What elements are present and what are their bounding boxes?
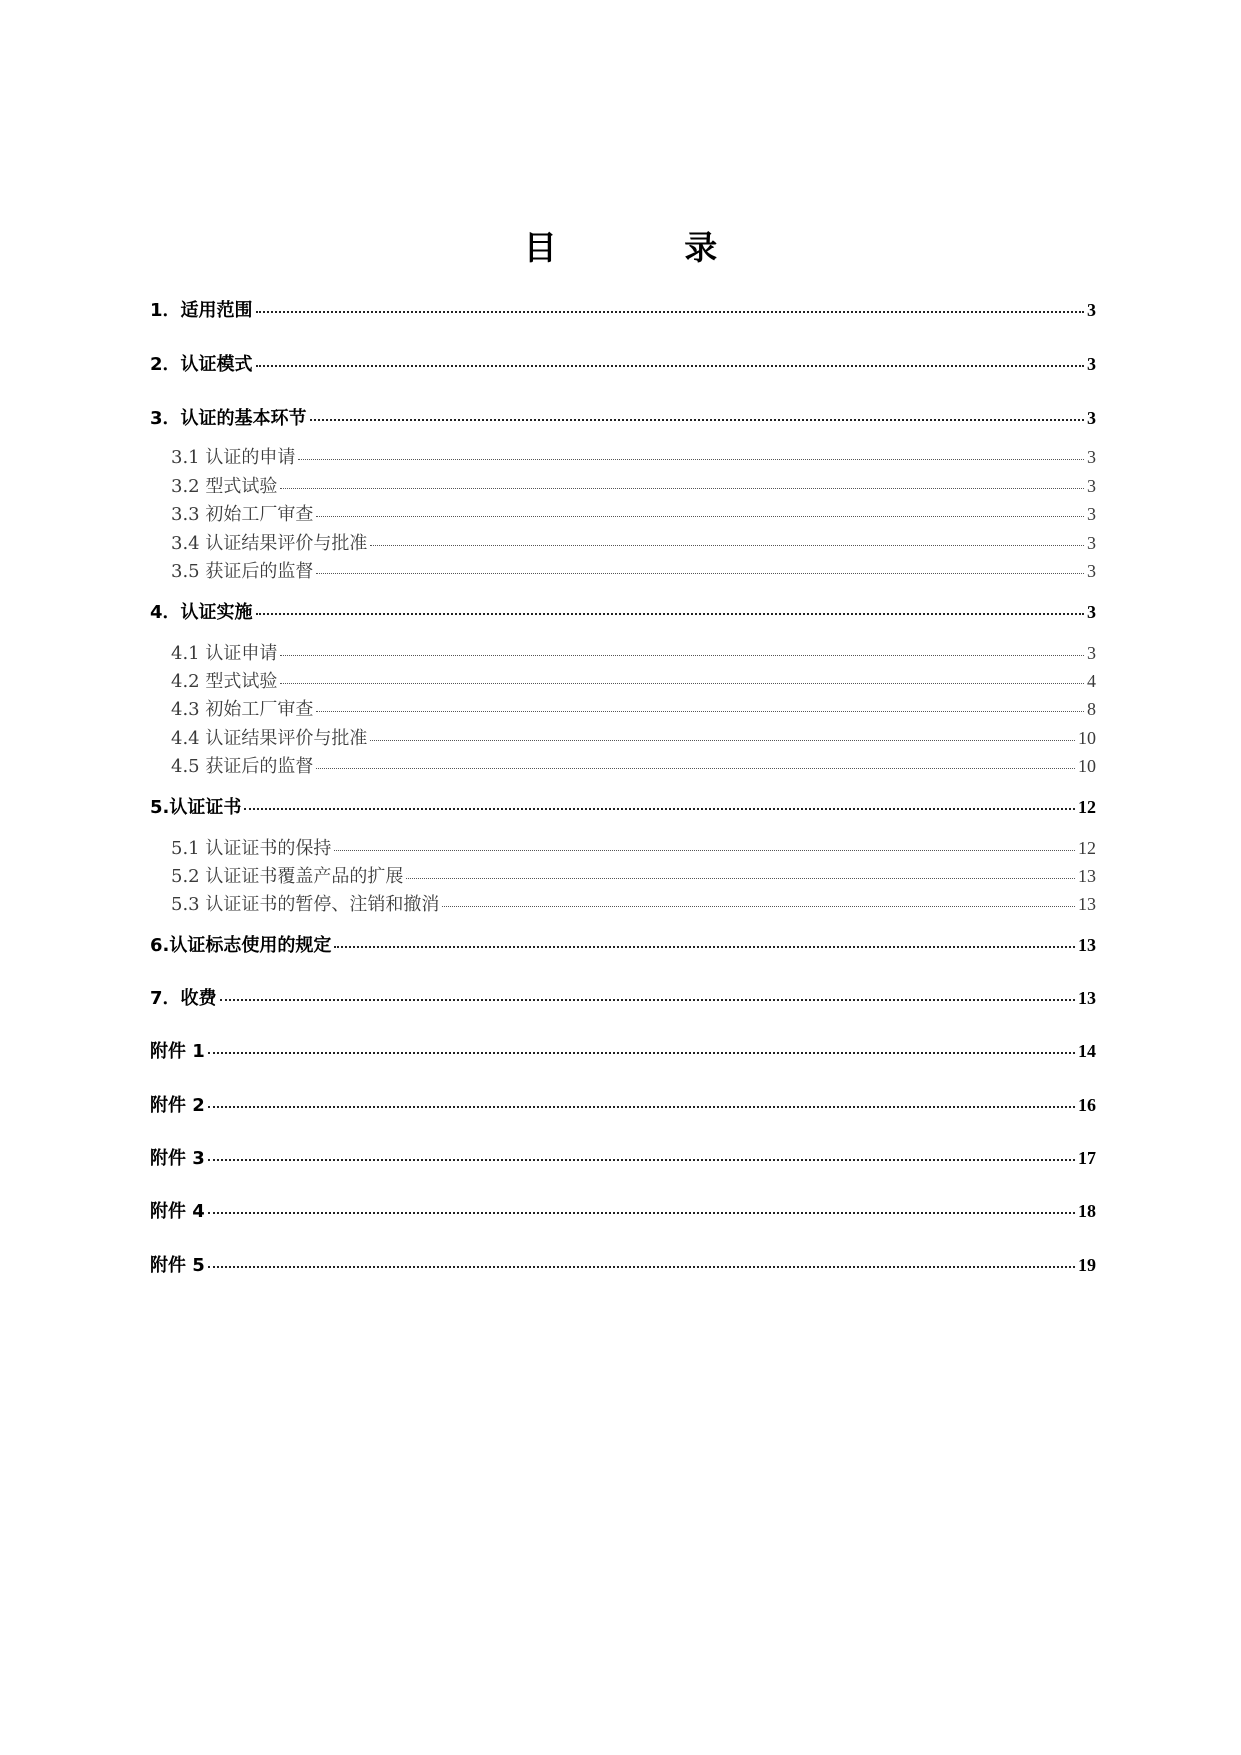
toc-entry-label: 6.认证标志使用的规定 bbox=[150, 935, 332, 956]
toc-entry-label: 3．认证的基本环节 bbox=[150, 408, 307, 429]
toc-entry-4-4[interactable] bbox=[171, 724, 1096, 750]
toc-entry-label: 附件 3 bbox=[150, 1148, 205, 1169]
toc-page-number: 18 bbox=[1078, 1201, 1096, 1221]
toc-page-number: 12 bbox=[1078, 838, 1096, 858]
toc-page-number: 3 bbox=[1087, 447, 1096, 467]
dot-leader bbox=[208, 1212, 1075, 1214]
dot-leader bbox=[298, 459, 1084, 460]
page-title: 目 录 bbox=[523, 228, 776, 267]
toc-entry-3-4[interactable] bbox=[171, 529, 1096, 555]
toc-entry-label: 3.1 认证的申请 bbox=[171, 447, 296, 468]
dot-leader bbox=[310, 419, 1084, 421]
dot-leader bbox=[208, 1052, 1075, 1054]
toc-entry-label: 1．适用范围 bbox=[150, 300, 253, 321]
toc-entry-5-3[interactable] bbox=[171, 890, 1096, 916]
toc-entry-label: 4.2 型式试验 bbox=[171, 671, 278, 692]
toc-entry-4-1[interactable] bbox=[171, 639, 1096, 665]
dot-leader bbox=[280, 655, 1084, 656]
toc-entry-appendix-5[interactable] bbox=[150, 1251, 1096, 1277]
dot-leader bbox=[442, 906, 1075, 907]
toc-entry-6[interactable] bbox=[150, 931, 1096, 957]
dot-leader bbox=[370, 545, 1084, 546]
dot-leader bbox=[256, 365, 1084, 367]
toc-entry-5[interactable] bbox=[150, 793, 1096, 819]
dot-leader bbox=[334, 850, 1075, 851]
toc-entry-appendix-2[interactable] bbox=[150, 1091, 1096, 1117]
toc-entry-label: 4.5 获证后的监督 bbox=[171, 756, 314, 777]
toc-entry-label: 4.4 认证结果评价与批准 bbox=[171, 728, 368, 749]
dot-leader bbox=[334, 946, 1075, 948]
toc-entry-4[interactable] bbox=[150, 598, 1096, 624]
toc-page-number: 3 bbox=[1087, 504, 1096, 524]
toc-page-number: 13 bbox=[1078, 894, 1096, 914]
toc-page-number: 12 bbox=[1078, 797, 1096, 817]
toc-page-number: 3 bbox=[1087, 602, 1096, 622]
toc-page-number: 13 bbox=[1078, 988, 1096, 1008]
toc-entry-4-3[interactable] bbox=[171, 695, 1096, 721]
dot-leader bbox=[244, 808, 1075, 810]
dot-leader bbox=[280, 683, 1084, 684]
toc-entry-3-5[interactable] bbox=[171, 557, 1096, 583]
toc-page-number: 16 bbox=[1078, 1095, 1096, 1115]
dot-leader bbox=[208, 1159, 1075, 1161]
toc-entry-4-2[interactable] bbox=[171, 667, 1096, 693]
toc-page-number: 19 bbox=[1078, 1255, 1096, 1275]
toc-entry-label: 附件 1 bbox=[150, 1041, 205, 1062]
toc-entry-label: 3.3 初始工厂审查 bbox=[171, 504, 314, 525]
dot-leader bbox=[316, 768, 1075, 769]
toc-page-number: 4 bbox=[1087, 671, 1096, 691]
toc-page-number: 3 bbox=[1087, 408, 1096, 428]
toc-entry-2[interactable] bbox=[150, 350, 1096, 376]
toc-entry-3-1[interactable] bbox=[171, 443, 1096, 469]
dot-leader bbox=[220, 999, 1075, 1001]
toc-entry-3[interactable] bbox=[150, 404, 1096, 430]
toc-page-number: 14 bbox=[1078, 1041, 1096, 1061]
toc-entry-label: 5.2 认证证书覆盖产品的扩展 bbox=[171, 866, 404, 887]
toc-entry-label: 4.1 认证申请 bbox=[171, 643, 278, 664]
toc-page-number: 3 bbox=[1087, 533, 1096, 553]
toc-entry-label: 附件 2 bbox=[150, 1095, 205, 1116]
toc-entry-label: 2．认证模式 bbox=[150, 354, 253, 375]
toc-page-number: 17 bbox=[1078, 1148, 1096, 1168]
toc-entry-label: 4．认证实施 bbox=[150, 602, 253, 623]
toc-entry-label: 3.5 获证后的监督 bbox=[171, 561, 314, 582]
toc-entry-label: 附件 4 bbox=[150, 1201, 205, 1222]
dot-leader bbox=[316, 516, 1084, 517]
toc-entry-appendix-3[interactable] bbox=[150, 1144, 1096, 1170]
toc-page-number: 3 bbox=[1087, 354, 1096, 374]
dot-leader bbox=[316, 711, 1084, 712]
toc-entry-label: 5.3 认证证书的暂停、注销和撤消 bbox=[171, 894, 440, 915]
toc-entry-1[interactable] bbox=[150, 296, 1096, 322]
toc-entry-appendix-4[interactable] bbox=[150, 1197, 1096, 1223]
toc-entry-label: 3.4 认证结果评价与批准 bbox=[171, 533, 368, 554]
toc-entry-7[interactable] bbox=[150, 984, 1096, 1010]
toc-entry-label: 附件 5 bbox=[150, 1255, 205, 1276]
dot-leader bbox=[208, 1106, 1075, 1108]
toc-page-number: 3 bbox=[1087, 476, 1096, 496]
toc-page-number: 13 bbox=[1078, 866, 1096, 886]
toc-entry-appendix-1[interactable] bbox=[150, 1037, 1096, 1063]
dot-leader bbox=[208, 1266, 1075, 1268]
dot-leader bbox=[316, 573, 1084, 574]
dot-leader bbox=[406, 878, 1075, 879]
toc-entry-4-5[interactable] bbox=[171, 752, 1096, 778]
dot-leader bbox=[256, 613, 1084, 615]
toc-page-number: 3 bbox=[1087, 561, 1096, 581]
toc-page-number: 8 bbox=[1087, 699, 1096, 719]
toc-page-number: 10 bbox=[1078, 756, 1096, 776]
dot-leader bbox=[280, 488, 1084, 489]
toc-page-number: 3 bbox=[1087, 643, 1096, 663]
toc-entry-3-2[interactable] bbox=[171, 472, 1096, 498]
toc-entry-label: 4.3 初始工厂审查 bbox=[171, 699, 314, 720]
toc-page-number: 10 bbox=[1078, 728, 1096, 748]
toc-entry-label: 3.2 型式试验 bbox=[171, 476, 278, 497]
dot-leader bbox=[256, 311, 1084, 313]
toc-entry-label: 7．收费 bbox=[150, 988, 217, 1009]
toc-entry-3-3[interactable] bbox=[171, 500, 1096, 526]
toc-entry-5-2[interactable] bbox=[171, 862, 1096, 888]
dot-leader bbox=[370, 740, 1075, 741]
toc-entry-5-1[interactable] bbox=[171, 834, 1096, 860]
toc-page-number: 13 bbox=[1078, 935, 1096, 955]
toc-entry-label: 5.1 认证证书的保持 bbox=[171, 838, 332, 859]
toc-page-number: 3 bbox=[1087, 300, 1096, 320]
toc-entry-label: 5.认证证书 bbox=[150, 797, 242, 818]
